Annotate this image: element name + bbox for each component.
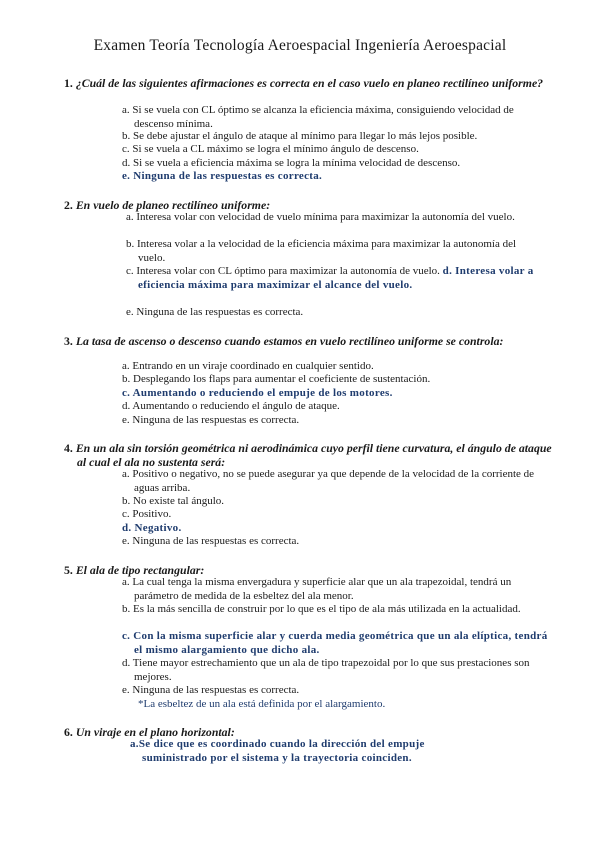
option-2cd <box>126 265 550 292</box>
option-1b: b. Se debe ajustar el ángulo de ataque al mínimo para llegar lo más lejos posible. <box>122 130 478 142</box>
option-3b: b. Desplegando los flaps para aumentar el coeficiente de sustentación. <box>122 373 431 385</box>
option-3a: a. Entrando en un viraje coordinado en cualquier sentido. <box>122 360 374 372</box>
option-2a: a. Interesa volar con velocidad de vuelo mínima para maximizar la autonomía del vuelo. <box>126 211 515 223</box>
question-text: El ala de tipo rectangular: <box>75 563 205 577</box>
option-4a: a. Positivo o negativo, no se puede asegurar ya que depende de la velocidad de la corriente de aguas arriba. <box>122 468 535 494</box>
question-number: 4. <box>64 441 73 455</box>
question-text: ¿Cuál de las siguientes afirmaciones es correcta en el caso vuelo en planeo rectilíneo uniforme? <box>75 76 544 90</box>
option-2c: c. Interesa volar con CL óptimo para maximizar la autonomía de vuelo. <box>126 265 440 277</box>
option-5d: d. Tiene mayor estrechamiento que un ala de tipo trapezoidal por lo que sus prestaciones son mejores. <box>122 657 530 683</box>
question-text: En un ala sin torsión geométrica ni aerodinámica cuyo perfil tiene curvatura, el ángulo de ataque al cual el ala no sustenta será: <box>75 441 552 469</box>
option-3d: d. Aumentando o reduciendo el ángulo de ataque. <box>122 400 340 412</box>
question-number: 6. <box>64 725 73 739</box>
option-4e: e. Ninguna de las respuestas es correcta. <box>122 535 300 547</box>
option-4b: b. No existe tal ángulo. <box>122 495 225 507</box>
question-6 <box>64 725 552 739</box>
option-1a: a. Si se vuela con CL óptimo se alcanza la eficiencia máxima, consiguiendo velocidad de descenso mínima. <box>122 104 514 130</box>
option-3e: e. Ninguna de las respuestas es correcta. <box>122 414 300 426</box>
option-5c-correct: c. Con la misma superficie alar y cuerda media geométrica que un ala elíptica, tendrá el mismo alargamiento que dicho ala. <box>122 630 548 656</box>
question-5 <box>64 563 552 577</box>
option-1e-correct: e. Ninguna de las respuestas es correcta. <box>122 170 323 182</box>
option-5a: a. La cual tenga la misma envergadura y superficie alar que un ala trapezoidal, tendrá un parámetro de medida de la esbeltez del ala menor. <box>122 576 512 602</box>
question-2 <box>64 198 552 212</box>
question-text: En vuelo de planeo rectilíneo uniforme: <box>75 198 271 212</box>
note-5: *La esbeltez de un ala está definida por el alargamiento. <box>138 698 386 710</box>
question-number: 3. <box>64 334 73 348</box>
option-6a-correct: a.Se dice que es coordinado cuando la dirección del empuje suministrado por el sistema y la trayectoria coinciden. <box>130 738 425 764</box>
page-title: Examen Teoría Tecnología Aeroespacial Ingeniería Aeroespacial <box>93 37 507 54</box>
option-2d-correct: d. Interesa volar a eficiencia máxima para maximizar el alcance del vuelo. <box>138 265 534 291</box>
option-1c: c. Si se vuela a CL máximo se logra el mínimo ángulo de descenso. <box>122 143 419 155</box>
question-number: 5. <box>64 563 73 577</box>
question-4 <box>64 441 552 469</box>
question-number: 1. <box>64 76 73 90</box>
question-number: 2. <box>64 198 73 212</box>
option-2b: b. Interesa volar a la velocidad de la eficiencia máxima para maximizar la autonomía del vuelo. <box>126 238 517 264</box>
option-5b: b. Es la más sencilla de construir por lo que es el tipo de ala más utilizada en la actualidad. <box>122 603 521 615</box>
option-5e: e. Ninguna de las respuestas es correcta. <box>122 684 300 696</box>
option-4d-correct: d. Negativo. <box>122 522 182 534</box>
option-3c-correct: c. Aumentando o reduciendo el empuje de los motores. <box>122 387 393 399</box>
question-1 <box>64 76 552 90</box>
option-2e: e. Ninguna de las respuestas es correcta. <box>126 306 304 318</box>
question-3 <box>64 334 552 348</box>
question-text: La tasa de ascenso o descenso cuando estamos en vuelo rectilíneo uniforme se controla: <box>75 334 504 348</box>
option-4c: c. Positivo. <box>122 508 172 520</box>
option-1d: d. Si se vuela a eficiencia máxima se logra la mínima velocidad de descenso. <box>122 157 461 169</box>
question-text: Un viraje en el plano horizontal: <box>75 725 235 739</box>
